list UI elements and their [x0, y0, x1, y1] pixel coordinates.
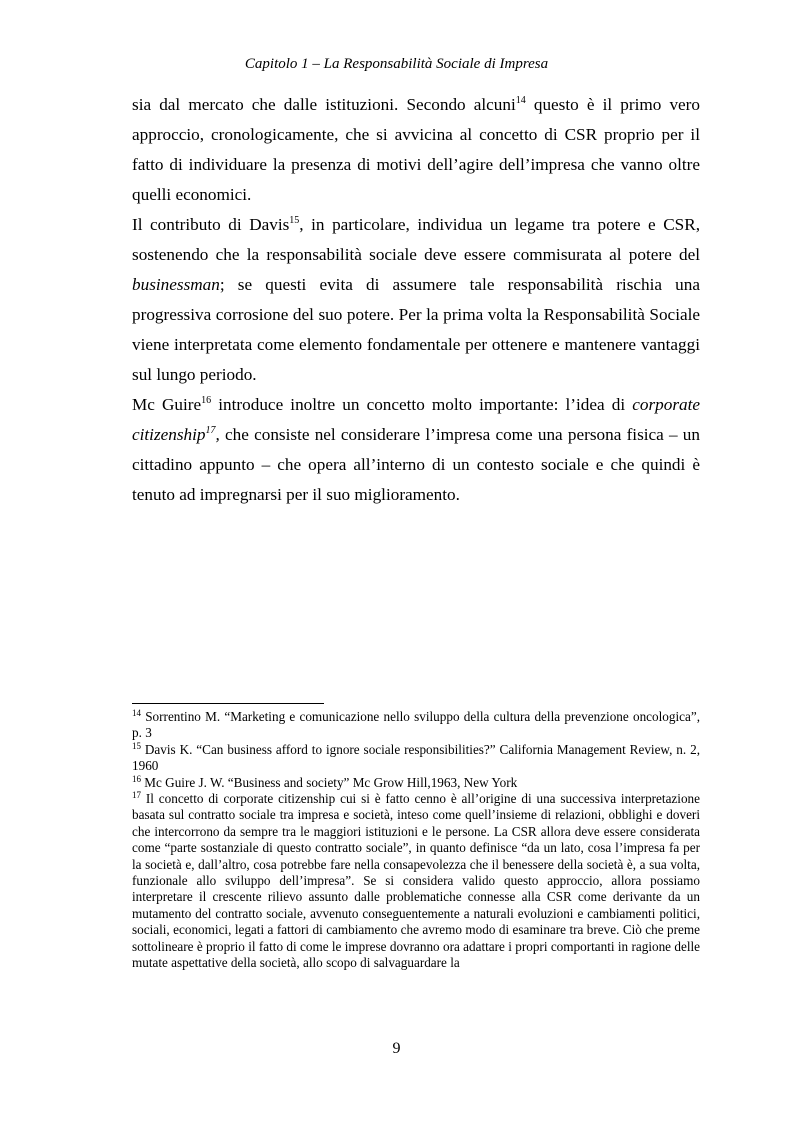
running-header: Capitolo 1 – La Responsabilità Sociale di Impresa — [244, 56, 549, 72]
footnote-14: $^{14}$ Sorrentino M. “Marketing e comunicazione nello sviluppo della cultura della prevenzione oncologica”, p. 3 — [132, 708, 700, 741]
footnote-16: $^{16}$ Mc Guire J. W. “Business and society” Mc Grow Hill,1963, New York — [132, 773, 518, 790]
footnote-ref-14[interactable]: 14 — [515, 95, 526, 106]
italic-term-businessman: businessman — [132, 275, 220, 294]
paragraph-2: Il contributo di Davis$^{15}$, in particolare, individua un legame tra potere e CSR, sostenendo che la responsabilità sociale deve essere commisurata al potere del businessman; se questi evita di assumere tale responsabilità rischia una progressiva corrosione del suo potere. Per la prima volta la Responsabilità Sociale viene interpretata come elemento fondamentale per ottenere e mantenere vantaggi sul lungo periodo. — [132, 215, 700, 384]
footnote-17: $^{17}$ Il concetto di corporate citizenship cui si è fatto cenno è all’origine di una successiva interpretazione basata sul contratto sociale tra impresa e società, inteso come quell’insieme di relazioni, obblighi e doveri che intercorrono da sempre tra le maggiori istituzioni e le persone. La CSR allora deve essere considerata come “parte sostanziale di questo contratto sociale”, in quanto definisce “da un lato, cosa l’impresa fa per la società e, dall’altro, cosa potrebbe fare nella consapevolezza che il benessere della società è, a sua volta, funzionale allo sviluppo dell’impresa”. Se si considera valido questo approccio, allora possiamo interpretare il crescente rilievo assunto dalle problematiche connesse alla CSR come derivante da un mutamento del contratto sociale, avvenuto conseguentemente a naturali evoluzioni e cambiamenti politici, sociali, economici, legati a fattori di cambiamento che avremo modo di esaminare tra breve. Ciò che preme sottolineare è proprio il fatto di come le imprese dovranno ora adattare i propri comportanti in ragione delle mutate aspettative della società, allo scopo di salvaguardare la — [132, 790, 700, 971]
footnote-15: $^{15}$ Davis K. “Can business afford to ignore sociale responsibilities?” California Management Review, n. 2, 1960 — [132, 740, 700, 774]
paragraph-1: sia dal mercato che dalle istituzioni. Secondo alcuni$^{14}$ questo è il primo vero approccio, cronologicamente, che si avvicina al concetto di CSR proprio per il fatto di individuare la presenza di motivi dell’agire dell’impresa che vanno oltre quelli economici. — [132, 95, 700, 204]
footnotes — [132, 709, 700, 972]
page-number: 9 — [392, 1040, 401, 1057]
paragraph-3: Mc Guire$^{16}$ introduce inoltre un concetto molto importante: l’idea di corporate citizenship$^{17}$, che consiste nel considerare l’impresa come una persona fisica – un cittadino appunto – che opera all’interno di un contesto sociale e che quindi è tenuto ad impregnarsi per il suo miglioramento. — [132, 395, 701, 504]
footnote-ref-17[interactable]: 17 — [205, 425, 216, 436]
footnote-ref-15[interactable]: 15 — [289, 215, 300, 226]
footnote-divider — [132, 703, 324, 704]
footnote-ref-16[interactable]: 16 — [201, 395, 212, 406]
body-text — [132, 90, 700, 510]
italic-term-corporate-citizenship: corporate citizenship — [132, 395, 701, 444]
